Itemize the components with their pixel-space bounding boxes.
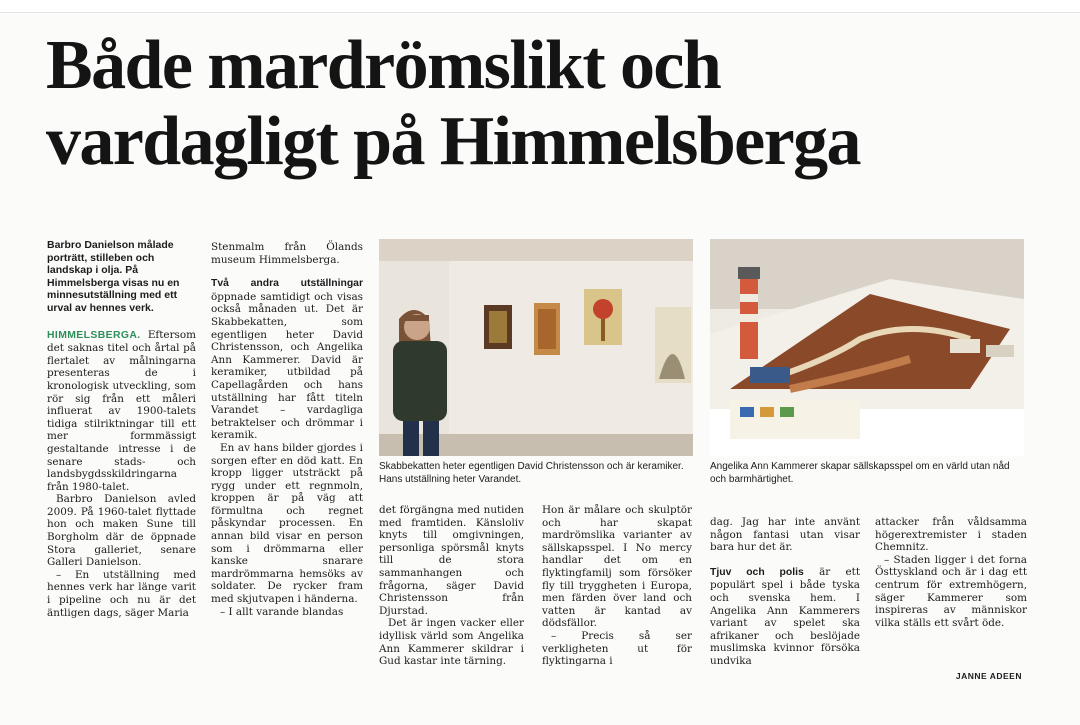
- column-3: [379, 504, 524, 668]
- top-bar: [0, 0, 1080, 13]
- paragraph: Barbro Danielson avled 2009. På 1960-talet flyttade hon och maken Sune till Borgholm där de öppnade Stora galleriet, senare Galleri Danielson.: [47, 493, 196, 569]
- paragraph: det förgängna med nutiden med framtiden. Känsloliv knyts till omgivningen, personliga spörsmål knyts till de stora sammanhangen och frågorna, säger David Christensson från Djurstad.: [379, 504, 524, 617]
- paragraph: dag. Jag har inte använt någon fantasi utan visar bara hur det är.: [710, 516, 860, 554]
- paragraph: [710, 566, 860, 668]
- paragraph: – I allt varande blandas: [220, 605, 344, 618]
- photo-boardgame: [710, 239, 1024, 456]
- column-6: [875, 516, 1027, 629]
- photo-boardgame-image: [710, 239, 1024, 456]
- byline: JANNE ADEEN: [955, 671, 1022, 681]
- headline: [46, 28, 1056, 180]
- paragraph-text: är ett populärt spel i både tyska och svenska hem. I Angelika Ann Kammerers variant av spelet ska afrikaner och beslöjade muslimska kvinnor försöka undvika: [710, 565, 861, 667]
- paragraph: Stenmalm från Ölands museum Himmelsberga.: [211, 241, 363, 266]
- photo-ceramicist: [379, 239, 693, 456]
- ingress: Barbro Danielson målade porträtt, stilleben och landskap i olja. På Himmelsberga visas nu en minnesutställning med ett urval av hennes verk.: [47, 239, 180, 314]
- photo-ceramicist-caption: Skabbekatten heter egentligen David Christensson och är keramiker. Hans utställning heter Varandet.: [379, 461, 684, 485]
- paragraph: Det är ingen vacker eller idyllisk värld som Angelika Ann Kammerer skildrar i Gud kastar inte tärning.: [379, 617, 524, 668]
- paragraph: – En utställning med hennes verk har länge varit i pipeline och nu är det äntligen dags, säger Maria: [47, 568, 196, 619]
- paragraph: – Staden ligger i det forna Östtyskland och är i dag ett centrum för extremhögern, säger Kammerer som inspireras av människor vilka ställs ett svårt öde.: [875, 553, 1027, 629]
- paragraph: Hon är målare och skulptör och har skapat mardrömslika varianter av sällskapsspel. I No mercy handlar det om en flyktingfamilj som försöker fly till tryggheten i Europa, men färden över land och vatten är kantad av dödsfällor.: [542, 504, 692, 630]
- paragraph: attacker från våldsamma högerextremister i staden Chemnitz.: [875, 516, 1027, 554]
- dateline: HIMMELSBERGA.: [47, 329, 141, 341]
- headline-line-1: Både mardrömslikt och: [46, 27, 721, 104]
- photo-ceramicist-image: [379, 239, 693, 456]
- subheading: Två andra utställningar: [211, 278, 363, 290]
- headline-line-2: vardagligt på Himmelsberga: [46, 103, 860, 180]
- subheading: Tjuv och polis: [710, 566, 804, 578]
- paragraph-text: Eftersom det saknas titel och årtal på flertalet av målningarna presenteras de i kronologisk utveckling, som rör sig från ett måleri influerat av 1900-talets tidiga stilriktningar till ett mer formmässigt gestaltande intresse i de senare stads- och landsbygdsskildringarna från 1980-talet.: [47, 328, 196, 493]
- column-5: [710, 516, 860, 668]
- paragraph: [211, 277, 363, 442]
- column-2: [211, 241, 363, 618]
- paragraph-text: öppnade samtidigt och visas också månaden ut. Det är Skabbekatten, som egentligen heter David Christensson, och Angelika Ann Kammerer. David är keramiker, utbildad på Capellagården och hans utställning har fått titeln Varandet – vardagliga betraktelser och drömmar i keramik.: [211, 290, 363, 442]
- column-4: [542, 504, 692, 668]
- paragraph: En av hans bilder gjordes i sorgen efter en död katt. En kropp ligger utsträckt på rygg under ett regnmoln, kroppen är på väg att förmultna och regnet påskyndar processen. En annan bild visar en person som i drömmarna eller kanske snarare mardrömmarna hemsöks av soldater. De rycker fram med skjutvapen i händerna.: [211, 441, 363, 606]
- paragraph: – Precis så ser verkligheten ut för flyktingarna i: [542, 629, 692, 668]
- paragraph: [47, 329, 196, 494]
- photo-boardgame-caption: Angelika Ann Kammerer skapar sällskapsspel om en värld utan nåd och barmhärtighet.: [710, 461, 1010, 485]
- column-1: [47, 239, 196, 619]
